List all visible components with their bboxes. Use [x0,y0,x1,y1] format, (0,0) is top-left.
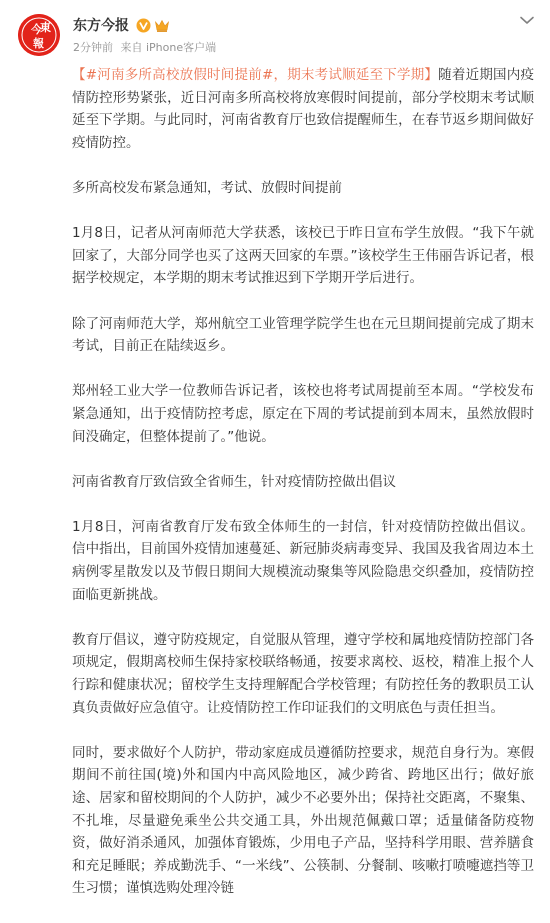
svg-text:今: 今 [31,23,42,36]
avatar[interactable] [18,14,60,56]
post-paragraph [72,64,534,154]
chevron-down-icon[interactable] [518,14,536,26]
post-timestamp[interactable]: 2分钟前 [73,41,113,54]
post-paragraph: 河南省教育厅致信致全省师生，针对疫情防控做出倡议 [72,473,396,490]
post-body [72,64,534,923]
post-header [0,0,550,66]
post-paragraph: 多所高校发布紧急通知，考试、放假时间提前 [72,179,342,196]
post-source: 来自 iPhone客户端 [120,41,217,54]
post-paragraph: 教育厅倡议，遵守防疫规定，自觉服从管理，遵守学校和属地疫情防控部门各项规定，假期离校师生保持家校联络畅通，按要求离校、返校，精准上报个人行踪和健康状况；留校学生支持理解配合学校管理；有防控任务的教职员工认真负责做好应急值守。让疫情防控工作印证我们的文明底色与责任担当。 [72,631,534,716]
author-name[interactable]: 东方今报 [73,18,129,34]
post-meta [73,41,220,55]
paragraph-text: 随着近期国内疫情防控形势紧张，近日河南多所高校将放寒假时间提前，部分学校期末考试顺延至下学期。与此同时，河南省教育厅也致信提醒师生，在春节返乡期间做好疫情防控。 [72,67,534,151]
crown-icon[interactable] [154,18,170,33]
avatar-logo [18,14,60,56]
svg-text:東: 東 [40,21,51,34]
svg-text:報: 報 [33,37,44,50]
post-paragraph: 郑州轻工业大学一位教师告诉记者，该校也将考试周提前至本周。“学校发布紧急通知，出于疫情防控考虑，原定在下周的考试提前到本周末，虽然放假时间没确定，但整体提前了。”他说。 [72,383,534,445]
hashtag-link[interactable]: 【#河南多所高校放假时间提前#，期末考试顺延至下学期】 [72,67,439,83]
post-paragraph: 除了河南师范大学，郑州航空工业管理学院学生也在元旦期间提前完成了期末考试，目前正在陆续返乡。 [72,315,534,355]
post-paragraph: 同时，要求做好个人防护，带动家庭成员遵循防控要求，规范自身行为。寒假期间不前往国(境)外和国内中高风险地区，减少跨省、跨地区出行；做好旅途、居家和留校期间的个人防护，减少不必要外出；保持社交距离，不聚集、不扎堆，尽量避免乘坐公共交通工具，外出规范佩戴口罩；适量储备防疫物资，做好消杀通风，加强体育锻炼，少用电子产品，坚持科学用眼、营养膳食和充足睡眠；养成勤洗手、“一米线”、公筷制、分餐制、咳嗽打喷嚏遮挡等卫生习惯；谨慎选购处理冷链 [72,744,534,897]
verified-v-icon[interactable] [136,18,151,33]
post-paragraph: 1月8日，河南省教育厅发布致全体师生的一封信，针对疫情防控做出倡议。信中指出，目前国外疫情加速蔓延、新冠肺炎病毒变异、我国及我省周边本土病例零星散发以及节假日期间大规模流动聚集等风险隐患交织叠加，疫情防控面临更新挑战。 [72,518,534,603]
post-paragraph: 1月8日，记者从河南师范大学获悉，该校已于昨日宣布学生放假。“我下午就回家了，大部分同学也买了这两天回家的车票。”该校学生王伟丽告诉记者，根据学校规定，本学期的期末考试推迟到下学期开学后进行。 [72,225,534,287]
